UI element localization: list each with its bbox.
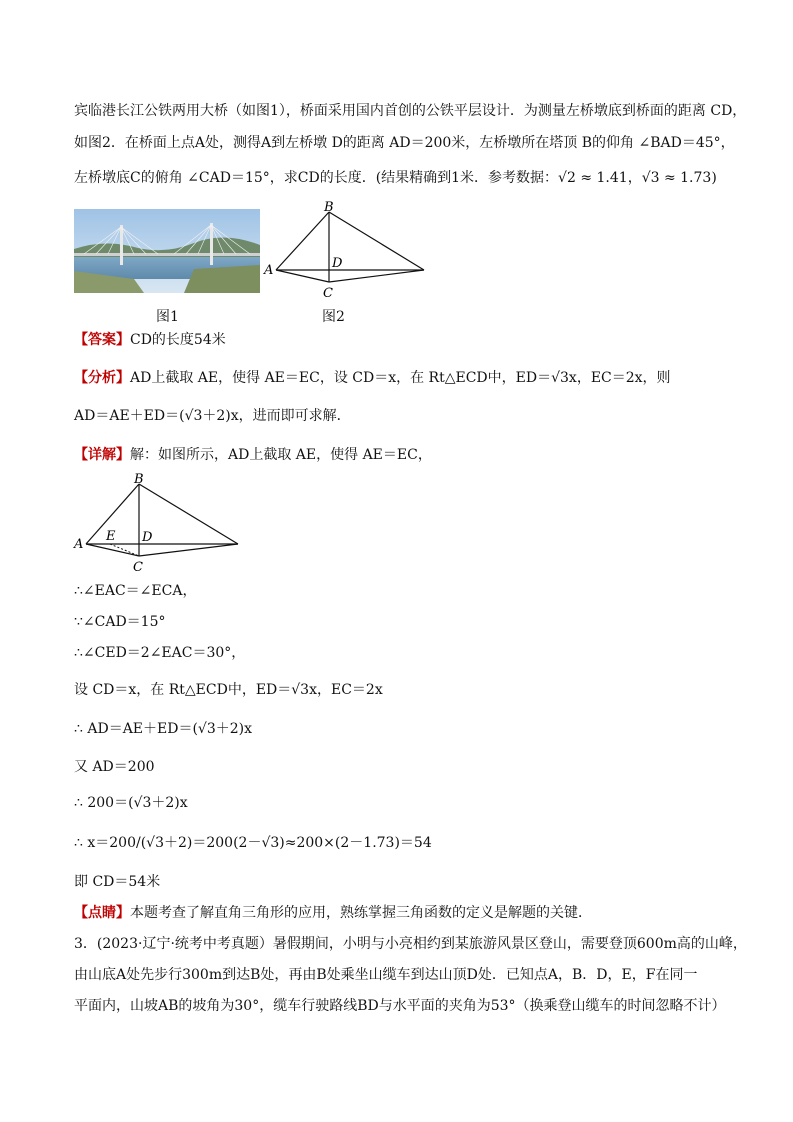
bridge-photo	[74, 209, 260, 293]
problem2-line2: 如图2．在桥面上点A处，测得A到左桥墩 D的距离 AD＝200米，左桥墩所在塔顶 B的仰角 ∠BAD＝45°，	[74, 135, 735, 151]
fig2-label-b: B	[324, 200, 334, 215]
detail-step-1: ∴∠EAC＝∠ECA，	[74, 583, 197, 599]
detail-line	[74, 445, 432, 465]
detail-step-7: ∴ 200＝(√3＋2)x	[74, 795, 188, 811]
detail-label-b: B	[134, 472, 144, 487]
problem2-line1: 宾临港长江公铁两用大桥（如图1），桥面采用国内首创的公铁平层设计．为测量左桥墩底到桥面的距离 CD，	[74, 103, 747, 119]
answer-line	[74, 330, 226, 350]
detail-tag: 【详解】	[74, 447, 130, 463]
fig2-label-c: C	[323, 286, 333, 301]
fig2-label-d: D	[332, 256, 343, 271]
detail-step-2: ∵∠CAD＝15°	[74, 614, 166, 630]
detail-step-9: 即 CD＝54米	[74, 874, 161, 890]
detail-step-4: 设 CD＝x，在 Rt△ECD中，ED＝√3x，EC＝2x	[74, 682, 383, 698]
analysis-text-1: AD上截取 AE，使得 AE＝EC，设 CD＝x，在 Rt△ECD中，ED＝√3x，EC＝2x，则	[130, 370, 671, 386]
detail-label-c: C	[133, 560, 143, 574]
detail-label-e: E	[106, 529, 116, 544]
analysis-line1	[74, 368, 671, 388]
detail-step-3: ∴∠CED＝2∠EAC＝30°，	[74, 645, 246, 661]
detail-step-5: ∴ AD＝AE＋ED＝(√3＋2)x	[74, 721, 253, 737]
answer-text: CD的长度54米	[130, 332, 226, 348]
detail-step-8: ∴ x＝200/(√3＋2)＝200(2－√3)≈200×(2－1.73)＝54	[74, 835, 432, 851]
problem2-line3: 左桥墩底C的俯角 ∠CAD＝15°，求CD的长度．(结果精确到1米．参考数据：√2 ≈ 1.41，√3 ≈ 1.73)	[74, 170, 717, 186]
detail-label-a: A	[74, 537, 84, 552]
detail-diagram	[72, 470, 244, 574]
problem3-line3: 平面内，山坡AB的坡角为30°，缆车行驶路线BD与水平面的夹角为53°（换乘登山缆车的时间忽略不计）	[74, 998, 726, 1014]
comment-tag: 【点睛】	[74, 905, 130, 921]
fig2-caption: 图2	[322, 309, 345, 325]
problem3-line1: 3．(2023·辽宁·统考中考真题）暑假期间，小明与小亮相约到某旅游风景区登山，需要登顶600m高的山峰，	[74, 936, 747, 952]
detail-intro: 解：如图所示，AD上截取 AE，使得 AE＝EC，	[130, 447, 432, 463]
fig2-label-a: A	[264, 263, 274, 278]
problem3-line2: 由山底A处先步行300m到达B处，再由B处乘坐山缆车到达山顶D处．已知点A，B．D，E，F在同一	[74, 967, 698, 983]
fig1-caption: 图1	[156, 309, 179, 325]
detail-label-d: D	[142, 530, 153, 545]
analysis-tag: 【分析】	[74, 370, 130, 386]
figure-2-diagram	[262, 198, 432, 303]
comment-line	[74, 903, 592, 923]
answer-tag: 【答案】	[74, 332, 130, 348]
detail-step-6: 又 AD＝200	[74, 759, 155, 775]
comment-text: 本题考查了解直角三角形的应用，熟练掌握三角函数的定义是解题的关键．	[130, 905, 592, 921]
analysis-line2: AD＝AE＋ED＝(√3＋2)x，进而即可求解．	[74, 408, 351, 424]
